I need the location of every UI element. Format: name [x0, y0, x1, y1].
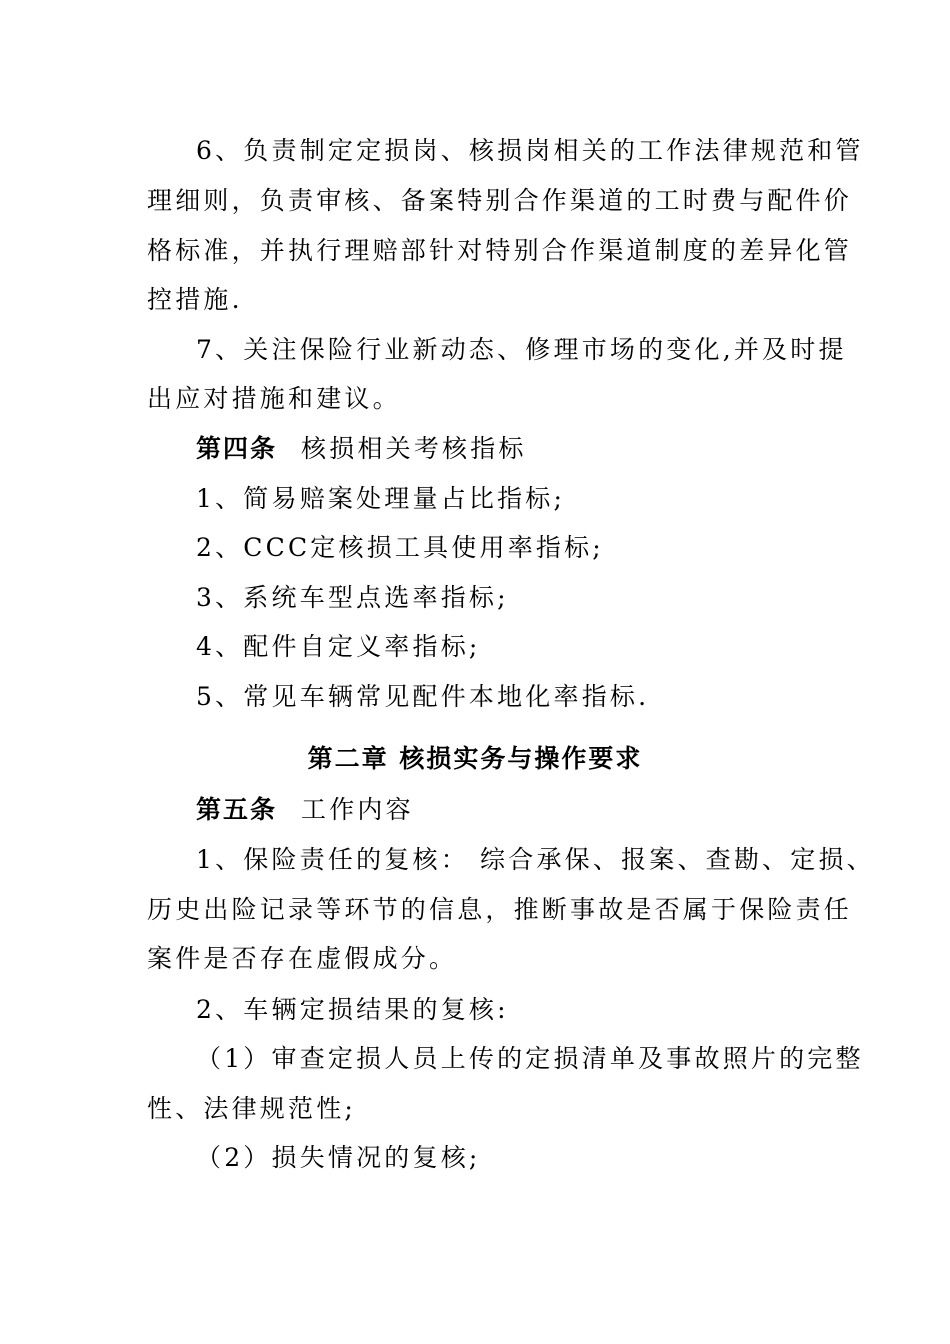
content-1-line-3: 案件是否存在虚假成分。	[147, 944, 458, 973]
content-2-sub-1-line-1: （1）审查定损人员上传的定损清单及事故照片的完整	[196, 1044, 864, 1073]
article-5-heading	[196, 795, 414, 825]
paragraph-6-line-2: 理细则，负责审核、备案特别合作渠道的工时费与配件价	[147, 186, 853, 215]
chapter-2-heading: 第二章 核损实务与操作要求	[307, 744, 643, 773]
indicator-5: 5、常见车辆常见配件本地化率指标.	[196, 682, 650, 711]
article-5-title: 工作内容	[301, 795, 414, 824]
article-4-label: 第四条	[196, 434, 278, 463]
content-1-line-2: 历史出险记录等环节的信息，推断事故是否属于保险责任	[147, 895, 853, 924]
paragraph-6-line-1: 6、负责制定定损岗、核损岗相关的工作法律规范和管	[196, 136, 864, 165]
paragraph-6-line-3: 格标准，并执行理赔部针对特别合作渠道制度的差异化管	[147, 236, 853, 265]
content-2-line-1: 2、车辆定损结果的复核:	[196, 995, 509, 1024]
paragraph-6-line-4: 控措施.	[147, 285, 243, 314]
indicator-1: 1、简易赔案处理量占比指标;	[196, 484, 566, 513]
content-2-sub-1-line-2: 性、法律规范性;	[147, 1094, 357, 1123]
article-4-title: 核损相关考核指标	[301, 434, 527, 463]
article-4-heading	[196, 434, 527, 464]
indicator-2: 2、CCC定核损工具使用率指标;	[196, 533, 604, 562]
article-5-label: 第五条	[196, 795, 278, 824]
content-1-line-1: 1、保险责任的复核： 综合承保、报案、查勘、定损、	[196, 845, 875, 874]
indicator-4: 4、配件自定义率指标;	[196, 632, 481, 661]
content-2-sub-2: （2）损失情况的复核;	[196, 1143, 481, 1172]
paragraph-7-line-1: 7、关注保险行业新动态、修理市场的变化,并及时提	[196, 335, 847, 364]
indicator-3: 3、系统车型点选率指标;	[196, 583, 509, 612]
paragraph-7-line-2: 出应对措施和建议。	[147, 384, 401, 413]
